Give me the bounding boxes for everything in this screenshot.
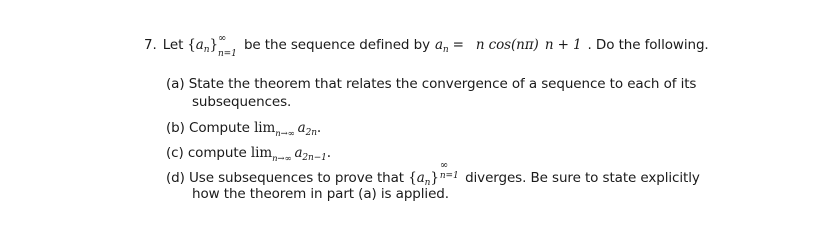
sequence-lower-limit: n=1	[217, 49, 237, 59]
definition-fraction	[474, 37, 582, 53]
part-c-period: .	[326, 145, 331, 161]
sequence-variable: a	[195, 37, 204, 53]
problem-statement	[144, 23, 709, 67]
part-a-line-1	[166, 76, 696, 92]
part-d-sequence: $\{a_n\}$ ∞ n=1	[408, 160, 459, 188]
intro-prefix: Let	[162, 37, 184, 53]
part-d-line-2: how the theorem in part (a) is applied.	[192, 186, 449, 202]
part-a-label: (a)	[166, 76, 185, 92]
part-b-term: $a_{2n}$	[297, 120, 317, 138]
sequence-notation: $\{a_n\}$ ∞ n=1	[187, 35, 240, 55]
part-a-text: State the theorem that relates the convergence of a sequence to each of its	[188, 76, 697, 92]
fraction-denominator: n + 1	[544, 37, 582, 53]
intro-suffix: . Do the following.	[587, 37, 709, 53]
intro-middle: be the sequence defined by	[243, 37, 430, 53]
part-c-text: compute	[187, 145, 247, 161]
sequence-limits	[217, 33, 240, 59]
part-c	[166, 145, 331, 164]
part-b-label: (b)	[166, 120, 185, 136]
part-b-text: Compute	[189, 120, 250, 136]
part-b-period: .	[316, 120, 322, 136]
part-c-term: $a_{2n-1}$	[294, 145, 327, 163]
part-c-lim: lim	[250, 145, 273, 161]
sequence-upper-limit: ∞	[217, 33, 227, 44]
part-d-post: diverges. Be sure to state explicitly	[465, 170, 700, 186]
part-d-pre: Use subsequences to prove that	[189, 170, 404, 186]
part-c-label: (c)	[166, 145, 184, 161]
part-c-lim-subscript: n→∞	[272, 154, 292, 164]
part-d-line-1	[166, 160, 700, 188]
part-b-lim: lim	[254, 120, 276, 136]
part-b	[166, 120, 322, 139]
part-b-lim-subscript: n→∞	[275, 129, 295, 139]
fraction-numerator: n cos(nπ)	[475, 37, 539, 53]
problem-number: 7.	[144, 37, 157, 53]
definition-lhs: $a_n$	[434, 37, 449, 55]
part-a-line-2: subsequences.	[192, 94, 292, 110]
sequence-variable-subscript: n	[203, 45, 210, 55]
equals-sign: =	[452, 37, 464, 53]
part-d-label: (d)	[166, 170, 185, 186]
